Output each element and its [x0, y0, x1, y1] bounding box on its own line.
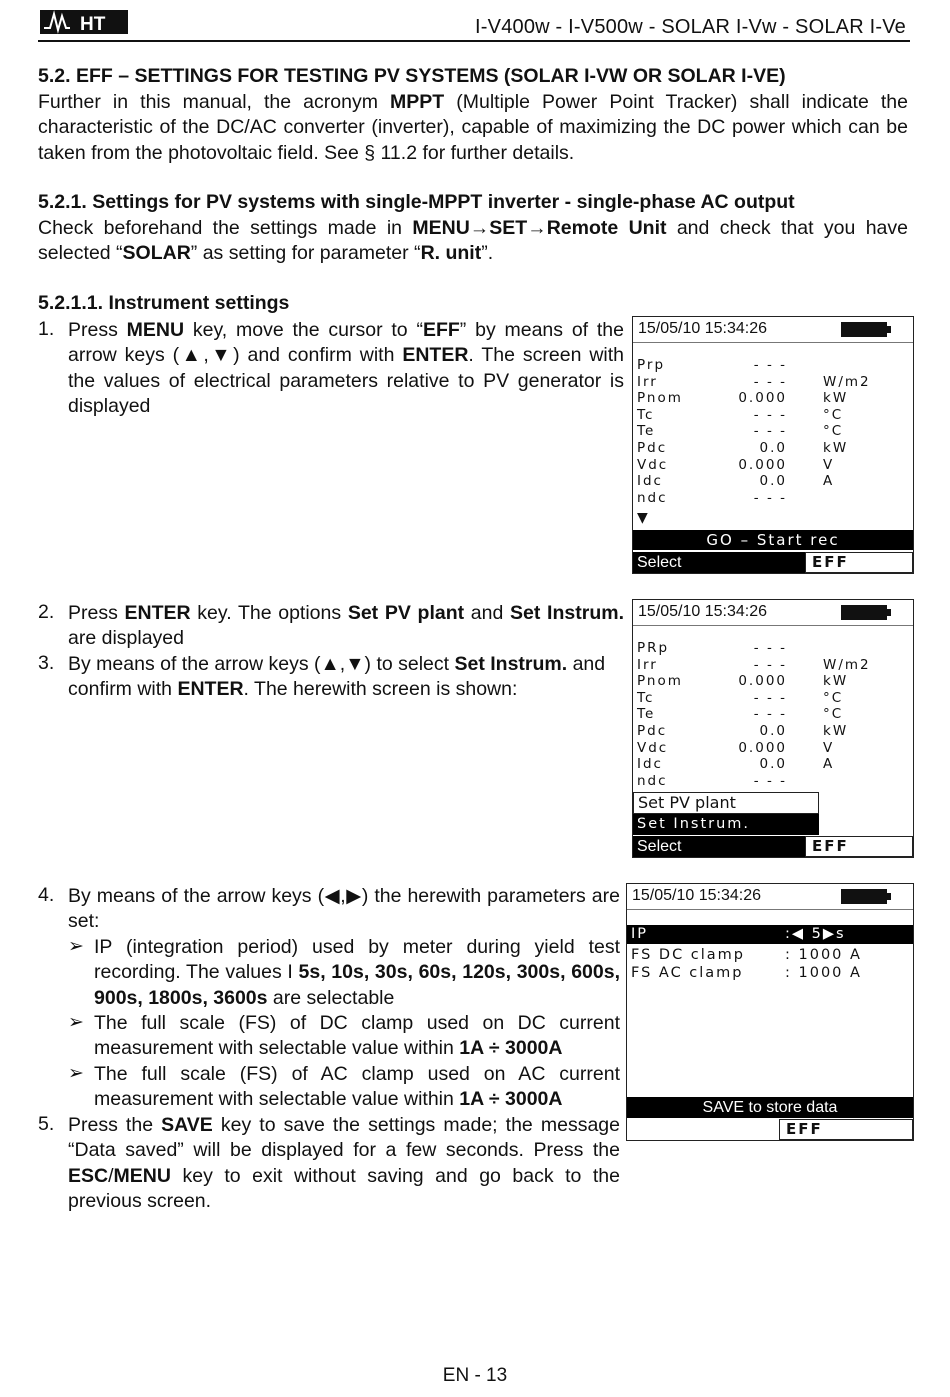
measurement-value: - - - [753, 406, 787, 423]
measurement-unit: W/m2 [823, 656, 871, 673]
measurement-label: Irr [637, 656, 658, 673]
measurement-label: ndc [637, 772, 668, 789]
instrument-screen-2 [632, 599, 914, 858]
measurement-label: Vdc [637, 456, 669, 473]
step-1-text: Press MENU key, move the cursor to “EFF” by means of the arrow keys (▲,▼) and confirm with ENTER. The screen with the values of electrical parameters relative to PV generator is displayed [68, 319, 625, 417]
step-number: 4. [38, 884, 55, 906]
measurement-value: - - - [753, 489, 787, 506]
measurement-unit: kW [823, 673, 849, 690]
screen-datetime: 15/05/10 15:34:26 [638, 320, 768, 337]
scroll-down-arrow-icon: ▼ [637, 510, 648, 526]
screen-datetime: 15/05/10 15:34:26 [632, 887, 762, 904]
measurement-unit: °C [823, 406, 844, 423]
mode-eff-label: EFF [779, 1119, 913, 1140]
select-label[interactable]: Select [633, 836, 805, 857]
subsection-heading: 5.2.1. Settings for PV systems with single-MPPT inverter - single-phase AC output [38, 191, 795, 213]
measurement-unit: kW [823, 723, 849, 739]
measurement-unit: °C [823, 689, 844, 706]
subsubsection-heading: 5.2.1.1. Instrument settings [38, 292, 290, 314]
measurement-value: 0.000 [738, 390, 787, 407]
measurement-unit: °C [823, 706, 844, 723]
measurement-label: Idc [637, 756, 663, 773]
measurement-value: - - - [753, 373, 787, 390]
mode-eff-label: EFF [805, 836, 913, 857]
measurement-value: 0.0 [759, 756, 787, 773]
measurement-value: - - - [753, 423, 787, 440]
step-3-text: By means of the arrow keys (▲,▼) to select Set Instrum. and confirm with ENTER. The herewith screen is shown: [68, 653, 606, 701]
menu-option-set-pv-plant[interactable]: Set PV plant [633, 792, 819, 814]
page-number: EN - 13 [442, 1365, 508, 1386]
measurement-value: 0.000 [738, 739, 787, 756]
battery-icon [841, 322, 887, 337]
step-number: 1. [38, 318, 55, 340]
ip-row-selected[interactable] [627, 925, 913, 944]
measurement-label: PRp [637, 640, 670, 656]
battery-icon [841, 605, 887, 620]
select-label[interactable]: Select [633, 552, 805, 573]
step-number: 3. [38, 652, 55, 674]
ip-label: IP [631, 926, 649, 942]
measurement-value: 0.0 [759, 473, 787, 490]
measurement-label: Pdc [637, 723, 668, 739]
measurement-unit: A [823, 756, 835, 773]
measurement-label: ndc [637, 489, 668, 506]
measurement-value: - - - [753, 640, 787, 656]
measurement-value: - - - [753, 706, 787, 723]
measurement-value: - - - [753, 357, 787, 373]
bullet-ip-text: IP (integration period) used by meter during yield test recording. The values I 5s, 10s, 30s, 60s, 120s, 300s, 600s, 900s, 1800s, 3600s are selectable [94, 936, 620, 1009]
measurement-label: Vdc [637, 739, 669, 756]
fs-ac-label: FS AC clamp [631, 965, 744, 981]
measurement-label: Idc [637, 473, 663, 490]
step-4-text: By means of the arrow keys (◀,▶) the herewith parameters are set: [68, 885, 620, 933]
menu-option-set-instrum[interactable]: Set Instrum. [633, 814, 819, 835]
step-number: 5. [38, 1113, 55, 1135]
measurement-label: Tc [637, 406, 655, 423]
section-intro: Further in this manual, the acronym MPPT (Multiple Power Point Tracker) shall indicate the characteristic of the DC/AC converter (inverter), capable of maximizing the DC power which can be taken from the photovoltaic field. See § 11.2 for further details. [38, 91, 908, 164]
measurement-unit: V [823, 456, 835, 473]
page-header [38, 6, 910, 42]
measurement-value: 0.000 [738, 673, 787, 690]
step-2-text: Press ENTER key. The options Set PV plant and Set Instrum. are displayed [68, 602, 624, 650]
measurement-value: 0.0 [759, 723, 787, 739]
bullet-fs-ac-text: The full scale (FS) of AC clamp used on AC current measurement with selectable value within 1A ÷ 3000A [94, 1063, 620, 1111]
measurement-label: Tc [637, 689, 655, 706]
measurement-unit: V [823, 739, 835, 756]
subsection-text: Check beforehand the settings made in MENU→SET→Remote Unit and check that you have selected “SOLAR” as setting for parameter “R. unit”. [38, 217, 908, 265]
measurement-value: 0.0 [759, 440, 787, 456]
screen-datetime: 15/05/10 15:34:26 [638, 603, 768, 620]
section-heading: 5.2. EFF – SETTINGS FOR TESTING PV SYSTEMS (SOLAR I-VW OR SOLAR I-VE) [38, 65, 786, 87]
fs-dc-label: FS DC clamp [631, 947, 746, 963]
fs-dc-value[interactable]: : 1000 A [785, 947, 862, 963]
step-5-text: Press the SAVE key to save the settings made; the message “Data saved” will be displayed for a few seconds. Press the ESC/MENU key to exit without saving and go back to the previous screen. [68, 1114, 620, 1212]
measurement-value: - - - [753, 656, 787, 673]
measurement-label: Pnom [637, 673, 683, 690]
bullet-fs-dc-text: The full scale (FS) of DC clamp used on DC current measurement with selectable value within 1A ÷ 3000A [94, 1012, 620, 1060]
measurement-unit: kW [823, 390, 849, 407]
measurement-unit: kW [823, 440, 849, 456]
measurement-label: Pdc [637, 440, 668, 456]
mode-eff-label: EFF [805, 552, 913, 573]
measurement-value: 0.000 [738, 456, 787, 473]
step-number: 2. [38, 601, 55, 623]
instrument-screen-3 [626, 883, 914, 1141]
save-to-store-bar[interactable]: SAVE to store data [627, 1097, 913, 1118]
measurement-value: - - - [753, 689, 787, 706]
go-start-rec-bar[interactable]: GO – Start rec [633, 530, 913, 550]
ht-logo-graphic [40, 8, 132, 36]
battery-icon [841, 889, 887, 904]
measurement-unit: A [823, 473, 835, 490]
fs-ac-value[interactable]: : 1000 A [785, 965, 862, 981]
measurement-label: Irr [637, 373, 658, 390]
bullet-arrow-icon: ➢ [68, 1063, 84, 1084]
measurement-label: Te [637, 423, 656, 440]
measurement-label: Pnom [637, 390, 683, 407]
bullet-arrow-icon: ➢ [68, 936, 84, 957]
measurement-label: Te [637, 706, 656, 723]
measurement-unit: °C [823, 423, 844, 440]
measurement-value: - - - [753, 772, 787, 789]
bullet-arrow-icon: ➢ [68, 1012, 84, 1033]
measurement-label: Prp [637, 357, 666, 373]
measurement-unit: W/m2 [823, 373, 871, 390]
instrument-screen-1 [632, 316, 914, 574]
manual-title: I-V400w - I-V500w - SOLAR I-Vw - SOLAR I-Ve [475, 16, 906, 38]
ip-value-selector[interactable]: :◀ 5▶s [785, 926, 846, 942]
logo-text: HT [80, 14, 106, 35]
ht-logo [40, 8, 132, 41]
